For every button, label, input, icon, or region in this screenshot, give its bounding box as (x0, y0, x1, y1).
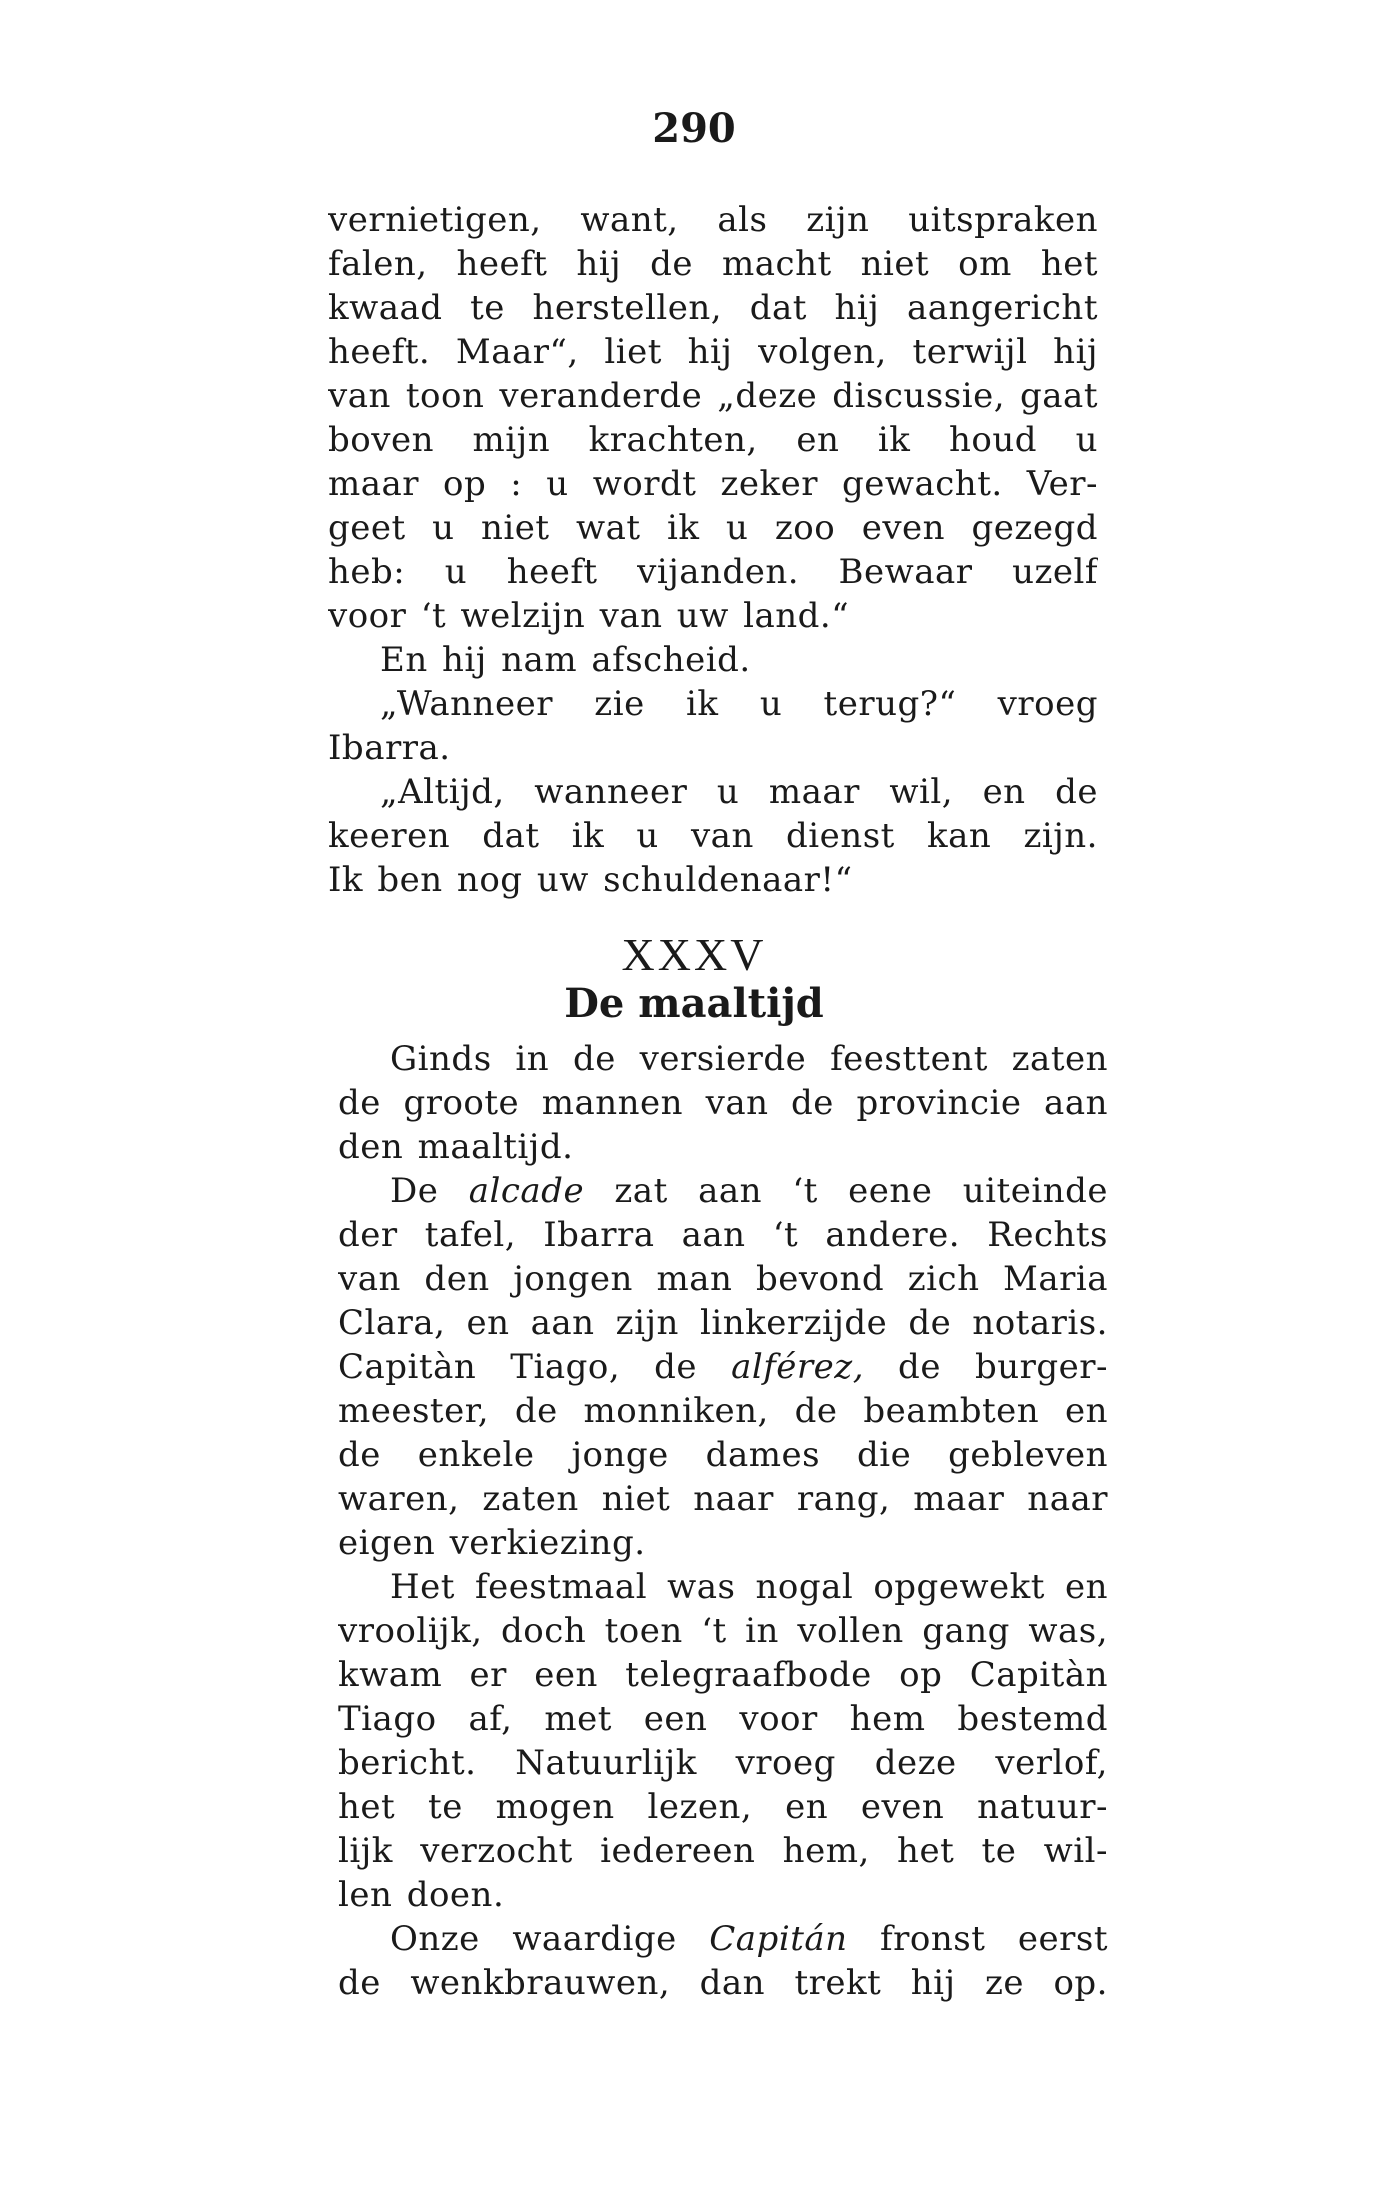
text-line: „Altijd, wanneer u maar wil, en de (380, 772, 1098, 812)
text-line: lijk verzocht iedereen hem, het te wil- (338, 1831, 1108, 1871)
chapter-number: XXXV (621, 929, 767, 980)
text-line: den maaltijd. (338, 1127, 574, 1167)
text-line: maar op : u wordt zeker gewacht. Ver- (328, 464, 1098, 504)
text-line: der tafel, Ibarra aan ‘t andere. Rechts (338, 1215, 1108, 1255)
text-line: de enkele jonge dames die gebleven (338, 1435, 1108, 1475)
text-line: kwaad te herstellen, dat hij aangericht (328, 288, 1098, 328)
text-line: Het feestmaal was nogal opgewekt en (390, 1567, 1108, 1607)
text-line: kwam er een telegraafbode op Capitàn (338, 1655, 1108, 1695)
text-line: de groote mannen van de provincie aan (338, 1083, 1108, 1123)
bottom-text-block (338, 1037, 1108, 2005)
text-line: geet u niet wat ik u zoo even gezegd (328, 508, 1098, 548)
text-line: Capitàn Tiago, de alférez, de burger- (338, 1347, 1108, 1387)
text-line: heb: u heeft vijanden. Bewaar uzelf (328, 552, 1098, 592)
text-line: Ginds in de versierde feesttent zaten (390, 1039, 1108, 1079)
page-number: 290 (652, 105, 736, 152)
text-line: falen, heeft hij de macht niet om het (328, 244, 1098, 284)
text-line: voor ‘t welzijn van uw land.“ (328, 596, 850, 636)
text-line: „Wanneer zie ik u terug?“ vroeg (380, 684, 1098, 724)
text-line: keeren dat ik u van dienst kan zijn. (328, 816, 1098, 856)
text-line: Onze waardige Capitán fronst eerst (390, 1919, 1108, 1959)
text-line: waren, zaten niet naar rang, maar naar (338, 1479, 1108, 1519)
text-line: vroolijk, doch toen ‘t in vollen gang was, (338, 1611, 1108, 1651)
text-line: Tiago af, met een voor hem bestemd (338, 1699, 1108, 1739)
text-line: de wenkbrauwen, dan trekt hij ze op. (338, 1963, 1108, 2003)
text-line: eigen verkiezing. (338, 1523, 646, 1563)
text-line: De alcade zat aan ‘t eene uiteinde (390, 1171, 1108, 1211)
text-line: Ik ben nog uw schuldenaar!“ (328, 860, 853, 900)
text-line: vernietigen, want, als zijn uitspraken (328, 200, 1098, 240)
text-line: boven mijn krachten, en ik houd u (328, 420, 1098, 460)
text-line: Clara, en aan zijn linkerzijde de notaris. (338, 1303, 1108, 1343)
text-line: van den jongen man bevond zich Maria (338, 1259, 1108, 1299)
text-line: bericht. Natuurlijk vroeg deze verlof, (338, 1743, 1108, 1783)
text-line: len doen. (338, 1875, 505, 1915)
top-text-block (328, 198, 1098, 902)
text-line: van toon veranderde „deze discussie, gaat (328, 376, 1098, 416)
text-line: En hij nam afscheid. (380, 640, 751, 680)
text-line: het te mogen lezen, en even natuur- (338, 1787, 1108, 1827)
text-line: heeft. Maar“, liet hij volgen, terwijl hij (328, 332, 1098, 372)
chapter-title: De maaltijd (564, 980, 824, 1027)
text-line: meester, de monniken, de beambten en (338, 1391, 1108, 1431)
text-line: Ibarra. (328, 728, 451, 768)
